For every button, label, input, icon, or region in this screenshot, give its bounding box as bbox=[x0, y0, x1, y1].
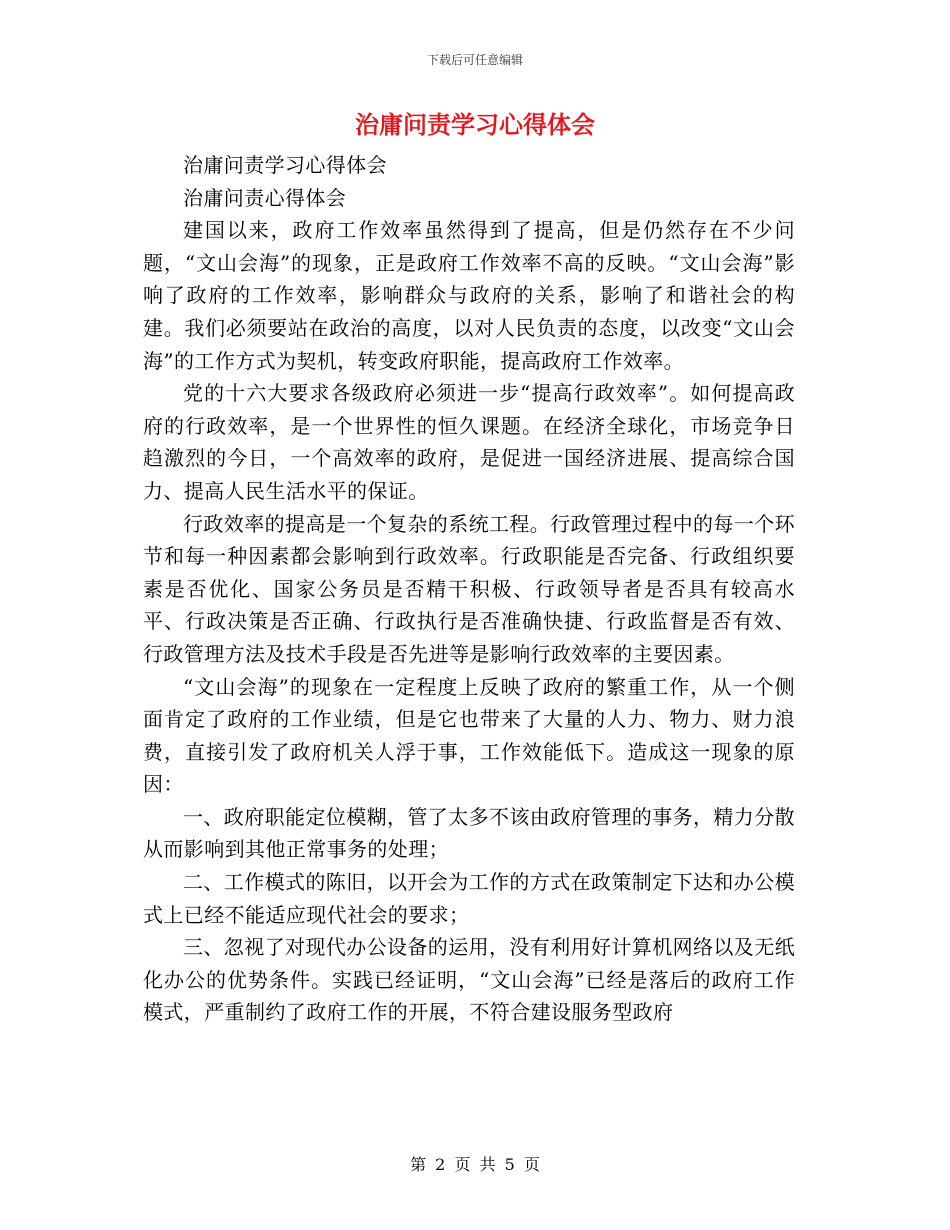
page-header-note: 下载后可任意编辑 bbox=[426, 53, 523, 67]
paragraph-efficiency-factors: 行政效率的提高是一个复杂的系统工程。行政管理过程中的每一个环节和每一种因素都会影响到行政效率。行政职能是否完备、行政组织要素是否优化、国家公务员是否精干积极、行政领导者是否具有较高水平、行政决策是否正确、行政执行是否准确快捷、行政监督是否有效、行政管理方法及技术手段是否先进等是影响行政效率的主要因素。 bbox=[143, 511, 795, 666]
paragraph-cause-one: 一、政府职能定位模糊，管了太多不该由政府管理的事务，精力分散从而影响到其他正常事务的处理； bbox=[143, 804, 795, 862]
document-title: 治庸问责学习心得体会 bbox=[355, 111, 595, 139]
page-number-footer: 第 2 页 共 5 页 bbox=[410, 1155, 540, 1174]
paragraph-cause-two: 二、工作模式的陈旧，以开会为工作的方式在政策制定下达和办公模式上已经不能适应现代社会的要求； bbox=[143, 870, 795, 927]
paragraph-phenomenon-causes: “文山会海”的现象在一定程度上反映了政府的繁重工作，从一个侧面肯定了政府的工作业绩，但是它也带来了大量的人力、物力、财力浪费，直接引发了政府机关人浮于事，工作效能低下。造成这一现象的原因： bbox=[143, 674, 795, 797]
paragraph-subtitle-1: 治庸问责学习心得体会 bbox=[183, 153, 387, 177]
paragraph-subtitle-2: 治庸问责心得体会 bbox=[183, 185, 347, 210]
paragraph-sixteenth-congress: 党的十六大要求各级政府必须进一步“提高行政效率”。如何提高政府的行政效率，是一个世界性的恒久课题。在经济全球化，市场竞争日趋激烈的今日，一个高效率的政府，是促进一国经济进展、提高综合国力、提高人民生活水平的保证。 bbox=[143, 381, 795, 503]
paragraph-cause-three: 三、忽视了对现代办公设备的运用，没有利用好计算机网络以及无纸化办公的优势条件。实践已经证明，“文山会海”已经是落后的政府工作模式，严重制约了政府工作的开展，不符合建设服务型政府 bbox=[143, 935, 795, 1025]
paragraph-intro: 建国以来，政府工作效率虽然得到了提高，但是仍然存在不少问题，“文山会海”的现象，正是政府工作效率不高的反映。“文山会海”影响了政府的工作效率，影响群众与政府的关系，影响了和谐社会的构建。我们必须要站在政治的高度，以对人民负责的态度，以改变“文山会海”的工作方式为契机，转变政府职能，提高政府工作效率。 bbox=[143, 218, 795, 373]
document-body bbox=[143, 149, 795, 1029]
